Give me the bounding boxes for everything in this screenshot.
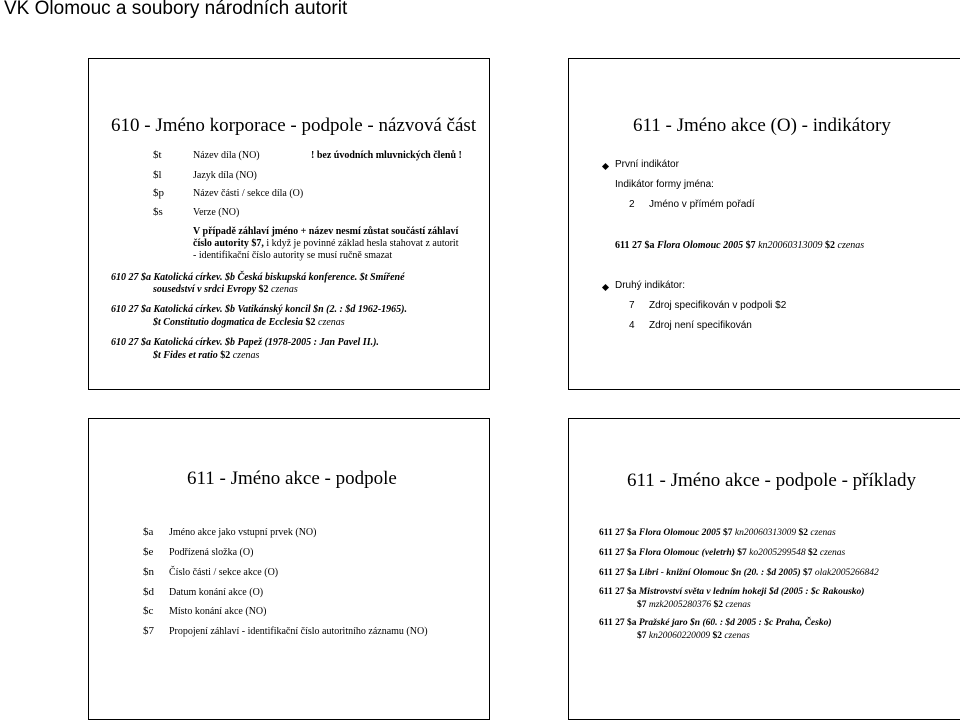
subfield-desc: Podřízená složka (O)	[169, 547, 254, 558]
subfield-code: $e	[143, 546, 154, 558]
example-code: $2	[796, 528, 811, 538]
example-code: $2	[217, 350, 233, 361]
example-text: Flora Olomouc 2005	[638, 528, 721, 538]
subfield-code: $l	[153, 169, 162, 181]
subfield-desc: Verze (NO)	[193, 207, 240, 218]
rule-text: i když je povinné základ hesla stahovat z autorit	[263, 238, 459, 249]
slide-title: 610 - Jméno korporace - podpole - názvová část	[111, 115, 477, 136]
subfield-desc: Datum konání akce (O)	[169, 587, 264, 598]
indicator-desc: Zdroj není specifikován	[649, 320, 752, 331]
example-text: Flora Olomouc (veletrh)	[638, 548, 735, 558]
subfield-desc: Název díla (NO)	[193, 150, 260, 161]
subfield-code: $c	[143, 605, 154, 617]
slide-610-subfields	[88, 58, 490, 390]
slide-611-subfields	[88, 418, 490, 720]
example-text: Pražské jaro $n (60. : $d 2005 : $c Praha, Česko)	[638, 618, 832, 628]
subfield-code: $a	[143, 526, 154, 538]
example-prefix: 611 27 $a	[599, 568, 639, 578]
indicator-code: 4	[629, 320, 635, 331]
example-code: $2	[303, 317, 318, 328]
indicator-desc: Jméno v přímém pořadí	[649, 199, 755, 210]
example-source: czenas	[819, 548, 846, 558]
subfield-desc: Propojení záhlaví - identifikační číslo autoritního záznamu (NO)	[169, 626, 428, 637]
subfield-code: $7	[143, 625, 154, 637]
bullet-text: Druhý indikátor:	[615, 280, 686, 291]
example-text: sousedství v srdci Evropy	[153, 284, 257, 295]
example-source: czenas	[725, 600, 751, 610]
example-line	[637, 631, 750, 641]
example-line	[153, 284, 298, 295]
indicator-subheading: Indikátor formy jména:	[615, 179, 714, 190]
example-code: $2	[256, 284, 272, 295]
example-id: kn20060313009	[734, 528, 797, 538]
example-line: 610 27 $a Katolická církev. $b Papež (1978-2005 : Jan Pavel II.).	[111, 337, 379, 348]
subfield-desc: Místo konání akce (NO)	[169, 606, 267, 617]
rule-bold: číslo autority $7,	[193, 238, 264, 249]
example-source: czenas	[837, 240, 865, 251]
example-text: Flora Olomouc 2005	[656, 240, 744, 251]
indicator-desc: Zdroj specifikován v podpoli $2	[649, 300, 787, 311]
example-code: $7	[637, 600, 649, 610]
subfield-desc: Jazyk díla (NO)	[193, 170, 257, 181]
example-source: czenas	[271, 284, 298, 295]
note-no-articles: ! bez úvodních mluvnických členů !	[311, 150, 462, 161]
example-prefix: 611 27 $a	[599, 528, 639, 538]
example-code: $2	[822, 240, 838, 251]
example-source: czenas	[318, 317, 345, 328]
example-line	[599, 528, 836, 538]
bullet-icon	[602, 284, 609, 291]
example-line	[153, 317, 345, 328]
example-line	[615, 240, 864, 251]
subfield-code: $t	[153, 149, 162, 161]
indicator-code: 2	[629, 199, 635, 210]
rule-paragraph: - identifikační číslo autority se musí ručně smazat	[193, 250, 393, 261]
subfield-code: $s	[153, 206, 163, 218]
example-code: $2	[710, 631, 725, 641]
subfield-code: $p	[153, 187, 164, 199]
slide-title: 611 - Jméno akce (O) - indikátory	[633, 115, 891, 136]
example-line	[153, 350, 259, 361]
example-id: ko2005299548	[749, 548, 806, 558]
rule-paragraph: V případě záhlaví jméno + název nesmí zůstat součástí záhlaví	[193, 226, 459, 237]
example-source: czenas	[232, 350, 260, 361]
subfield-code: $d	[143, 586, 154, 598]
example-line: 610 27 $a Katolická církev. $b Česká biskupská konference. $t Smířené	[111, 272, 405, 283]
example-text: Libri - knižní Olomouc $n (20. : $d 2005)	[638, 568, 801, 578]
example-id: mzk2005280376	[648, 600, 712, 610]
example-source: czenas	[810, 528, 836, 538]
example-code: $7	[800, 568, 815, 578]
example-text: $t Fides et ratio	[153, 350, 218, 361]
indicator-code: 7	[629, 300, 635, 311]
example-line: 610 27 $a Katolická církev. $b Vatikánský koncil $n (2. : $d 1962-1965).	[111, 304, 408, 315]
example-source: czenas	[724, 631, 750, 641]
subfield-desc: Název části / sekce díla (O)	[193, 188, 304, 199]
example-code: $2	[711, 600, 726, 610]
example-prefix: 611 27 $a	[599, 618, 639, 628]
example-line	[637, 600, 751, 610]
example-code: $7	[720, 528, 735, 538]
example-line	[599, 568, 879, 578]
example-prefix: 611 27 $a	[599, 548, 639, 558]
slide-title: 611 - Jméno akce - podpole	[187, 468, 397, 489]
example-code: $7	[743, 240, 759, 251]
slide-611-examples	[568, 418, 960, 720]
example-line	[599, 587, 864, 597]
subfield-desc: Jméno akce jako vstupní prvek (NO)	[169, 527, 317, 538]
subfield-desc: Číslo části / sekce akce (O)	[169, 567, 279, 578]
example-id: olak2005266842	[814, 568, 879, 578]
example-id: kn20060220009	[648, 631, 711, 641]
example-code: $7	[734, 548, 750, 558]
bullet-icon	[602, 163, 609, 170]
example-code: $7	[637, 631, 649, 641]
slide-611-indicators	[568, 58, 960, 390]
example-text: $t Constitutio dogmatica de Ecclesia	[153, 317, 303, 328]
subfield-code: $n	[143, 566, 154, 578]
example-id: kn20060313009	[758, 240, 823, 251]
rule-paragraph	[193, 238, 459, 249]
example-text: Mistrovství světa v ledním hokeji $d (2005 : $c Rakousko)	[638, 587, 865, 597]
document-title: VK Olomouc a soubory národních autorit	[4, 0, 348, 19]
example-code: $2	[805, 548, 820, 558]
example-line	[599, 548, 845, 558]
bullet-text: První indikátor	[615, 159, 679, 170]
example-line	[599, 618, 832, 628]
example-prefix: 611 27 $a	[599, 587, 639, 597]
slide-title: 611 - Jméno akce - podpole - příklady	[627, 470, 916, 491]
example-prefix: 611 27 $a	[615, 240, 657, 251]
